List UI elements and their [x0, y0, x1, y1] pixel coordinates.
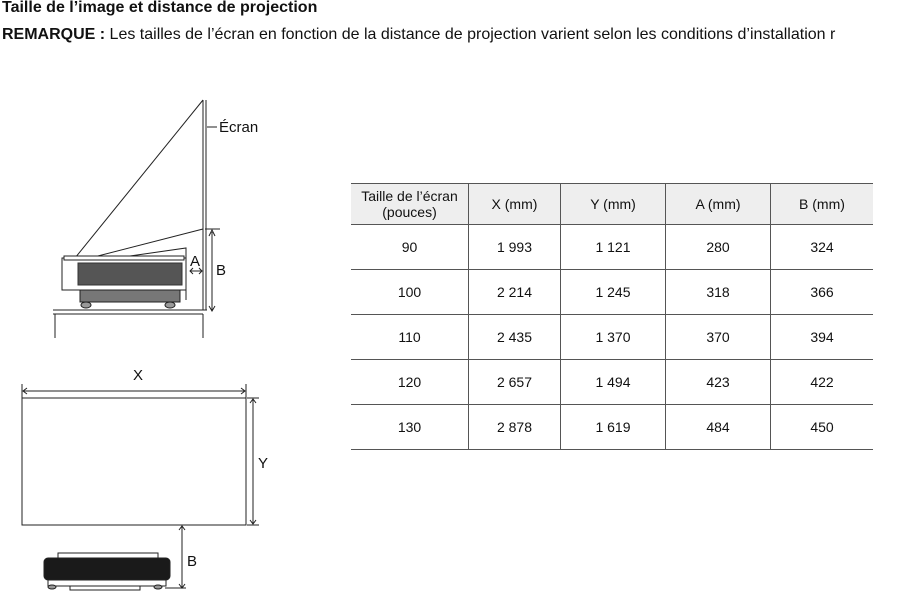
table-row [351, 405, 873, 450]
table-row [351, 360, 873, 405]
label-b-front: B [187, 553, 198, 570]
screen-label: Écran [219, 119, 259, 136]
cell-y: 1 245 [561, 270, 666, 315]
label-x: X [133, 367, 144, 384]
cell-y: 1 494 [561, 360, 666, 405]
header-y: Y (mm) [561, 184, 666, 225]
cell-a: 318 [666, 270, 771, 315]
front-view-diagram [22, 384, 259, 590]
header-b: B (mm) [771, 184, 874, 225]
cell-x: 2 214 [469, 270, 561, 315]
cell-x: 2 878 [469, 405, 561, 450]
cell-b: 324 [771, 225, 874, 270]
table-row [351, 270, 873, 315]
header-x: X (mm) [469, 184, 561, 225]
label-b-side: B [216, 262, 227, 279]
header-screen-size [351, 184, 469, 225]
cell-y: 1 619 [561, 405, 666, 450]
cell-x: 2 657 [469, 360, 561, 405]
page-title: Taille de l’image et distance de projection [2, 0, 318, 16]
cell-a: 423 [666, 360, 771, 405]
table-row [351, 315, 873, 360]
cell-b: 422 [771, 360, 874, 405]
projection-diagram [0, 0, 300, 593]
remark-label: REMARQUE : [2, 26, 106, 43]
side-view-diagram [53, 100, 220, 338]
projection-size-table [351, 183, 873, 450]
cell-b: 394 [771, 315, 874, 360]
cell-b: 366 [771, 270, 874, 315]
cell-x: 1 993 [469, 225, 561, 270]
table-header-row [351, 184, 873, 225]
cell-size: 110 [351, 315, 469, 360]
cell-b: 450 [771, 405, 874, 450]
cell-y: 1 121 [561, 225, 666, 270]
header-screen-size-line2: (pouces) [382, 204, 437, 220]
header-a: A (mm) [666, 184, 771, 225]
cell-a: 280 [666, 225, 771, 270]
cell-size: 120 [351, 360, 469, 405]
cell-size: 130 [351, 405, 469, 450]
remark-text: Les tailles de l’écran en fonction de la distance de projection varient selon les conditions d’installation r [105, 26, 836, 43]
header-screen-size-line1: Taille de l’écran [361, 188, 458, 204]
label-y: Y [258, 455, 269, 472]
cell-a: 484 [666, 405, 771, 450]
cell-a: 370 [666, 315, 771, 360]
cell-size: 100 [351, 270, 469, 315]
cell-size: 90 [351, 225, 469, 270]
cell-x: 2 435 [469, 315, 561, 360]
table-row [351, 225, 873, 270]
label-a: A [190, 253, 201, 270]
cell-y: 1 370 [561, 315, 666, 360]
